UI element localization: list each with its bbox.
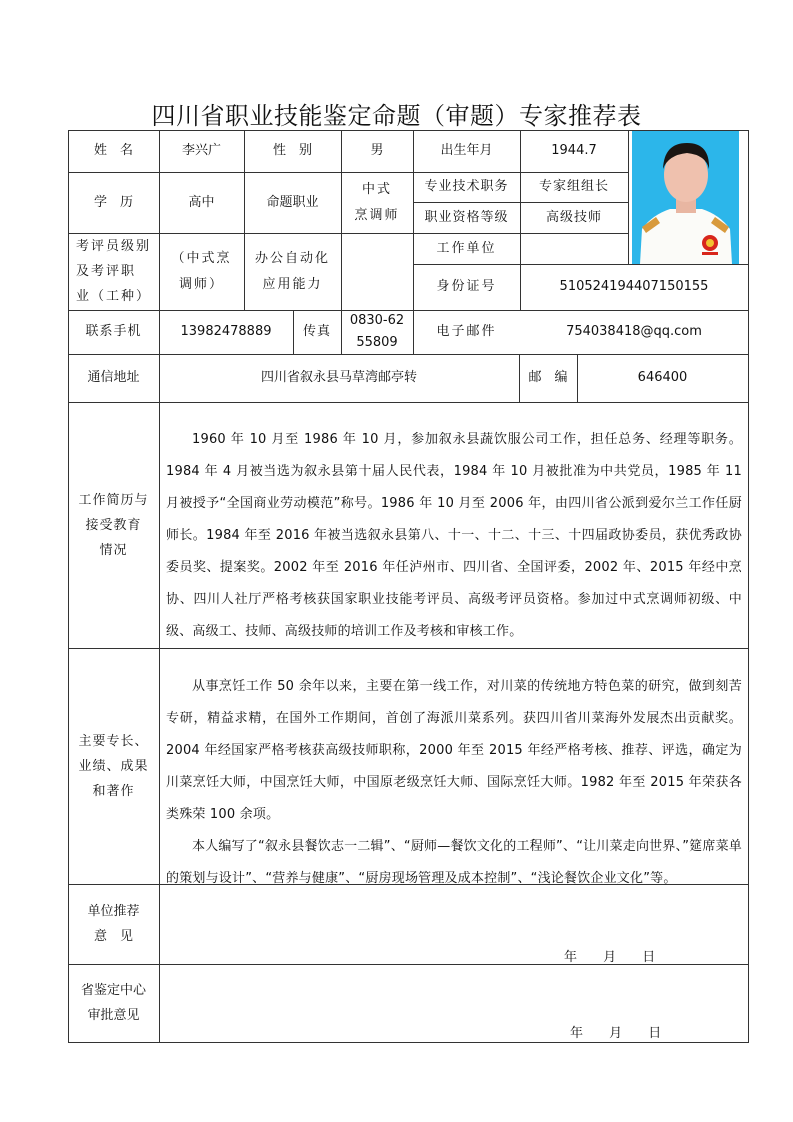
qualification-value: 高级技师 <box>545 209 602 225</box>
form-title: 四川省职业技能鉴定命题（审题）专家推荐表 <box>151 102 642 130</box>
title-label: 专业技术职务 <box>424 179 509 194</box>
unit-recommendation-date: 年 月 日 <box>564 950 656 965</box>
postcode-label: 邮 编 <box>528 370 568 385</box>
achievements-text <box>166 671 742 895</box>
work-history-text <box>166 424 742 648</box>
provincial-approval-field[interactable] <box>160 965 747 1020</box>
exam-occupation-value: 中式 烹调师 <box>354 181 400 223</box>
evaluator-value: （中式烹 调师） <box>171 250 232 292</box>
name-label: 姓 名 <box>93 143 133 158</box>
email-value: 754038418@qq.com <box>566 324 702 339</box>
table-border-right <box>748 130 749 1043</box>
qualification-label: 职业资格等级 <box>424 209 509 225</box>
birth-label: 出生年月 <box>440 143 493 158</box>
unit-recommendation-label: 单位推荐 意 见 <box>87 904 140 944</box>
employer-value <box>520 233 628 264</box>
id-label: 身份证号 <box>436 279 497 294</box>
office-automation-label: 办公自动化 应用能力 <box>254 250 330 292</box>
achievements-label: 主要专长、 业绩、成果 和著作 <box>78 733 149 799</box>
exam-occupation-label: 命题职业 <box>266 194 319 210</box>
provincial-approval-label: 省鉴定中心 审批意见 <box>80 983 146 1023</box>
education-label: 学 历 <box>93 194 133 210</box>
evaluator-label: 考评员级别 及考评职 业（工种） <box>76 239 152 304</box>
education-value: 高中 <box>188 194 215 210</box>
gender-value: 男 <box>370 143 384 158</box>
gender-label: 性 别 <box>272 143 312 158</box>
address-value: 四川省叙永县马草湾邮亭转 <box>260 370 417 385</box>
table-border-bottom <box>68 1042 749 1043</box>
title-value: 专家组组长 <box>538 179 609 194</box>
work-history-label: 工作简历与 接受教育 情况 <box>78 492 149 558</box>
postcode-value: 646400 <box>637 370 688 385</box>
fax-value: 0830-62 55809 <box>349 313 405 350</box>
office-automation-value <box>341 233 413 310</box>
birth-value: 1944.7 <box>551 143 597 158</box>
mobile-value: 13982478889 <box>180 324 272 339</box>
applicant-photo <box>632 131 739 264</box>
unit-recommendation-field[interactable] <box>160 885 747 945</box>
provincial-approval-date: 年 月 日 <box>570 1026 662 1041</box>
mobile-label: 联系手机 <box>85 324 142 339</box>
email-label: 电子邮件 <box>436 324 497 339</box>
row-divider <box>68 402 749 403</box>
portrait-image <box>632 131 739 264</box>
achievements-paragraph-2: 本人编写了“叙永县餐饮志一二辑”、“厨师—餐饮文化的工程师”、“让川菜走向世界、”筵席菜单的策划与设计”、“营养与健康”、“厨房现场管理及成本控制”、“浅论餐饮企业文化”等。 <box>166 839 742 886</box>
work-history-paragraph: 1960 年 10 月至 1986 年 10 月，参加叙永县蔬饮服公司工作，担任总务、经理等职务。1984 年 4 月被当选为叙永县第十届人民代表，1984 年 10 月被批准为中共党员，1985 年 11 月被授予“全国商业劳动模范”称号。1986 年 10 月至 2006 年，由四川省公派到爱尔兰工作任厨师长。1984 年至 2016 年被当选叙永县第八、十一、十二、十三、十四届政协委员，获优秀政协委员奖、提案奖。2002 年至 2016 年任泸州市、四川省、全国评委，2002 年、2015 年经中烹协、四川人社厅严格考核获国家职业技能考评员、高级考评员资格。参加过中式烹调师初级、中级、高级工、技师、高级技师的培训工作及考核和审核工作。 <box>166 432 742 639</box>
row-divider <box>68 648 749 649</box>
fax-label: 传真 <box>302 324 331 339</box>
achievements-paragraph-1: 从事烹饪工作 50 余年以来，主要在第一线工作，对川菜的传统地方特色菜的研究，做到刻苦专研，精益求精，在国外工作期间，首创了海派川菜系列。获四川省川菜海外发展杰出贡献奖。2004 年经国家严格考核获高级技师职称，2000 年至 2015 年经严格考核、推荐、评选，确定为川菜烹饪大师，中国烹饪大师，中国原老级烹饪大师、国际烹饪大师。1982 年至 2015 年荣获各类殊荣 100 余项。 <box>166 679 742 822</box>
col-divider <box>628 130 629 264</box>
employer-label: 工作单位 <box>436 240 497 256</box>
address-label: 通信地址 <box>87 370 140 385</box>
id-value: 510524194407150155 <box>559 279 709 294</box>
name-value: 李兴广 <box>181 143 221 158</box>
